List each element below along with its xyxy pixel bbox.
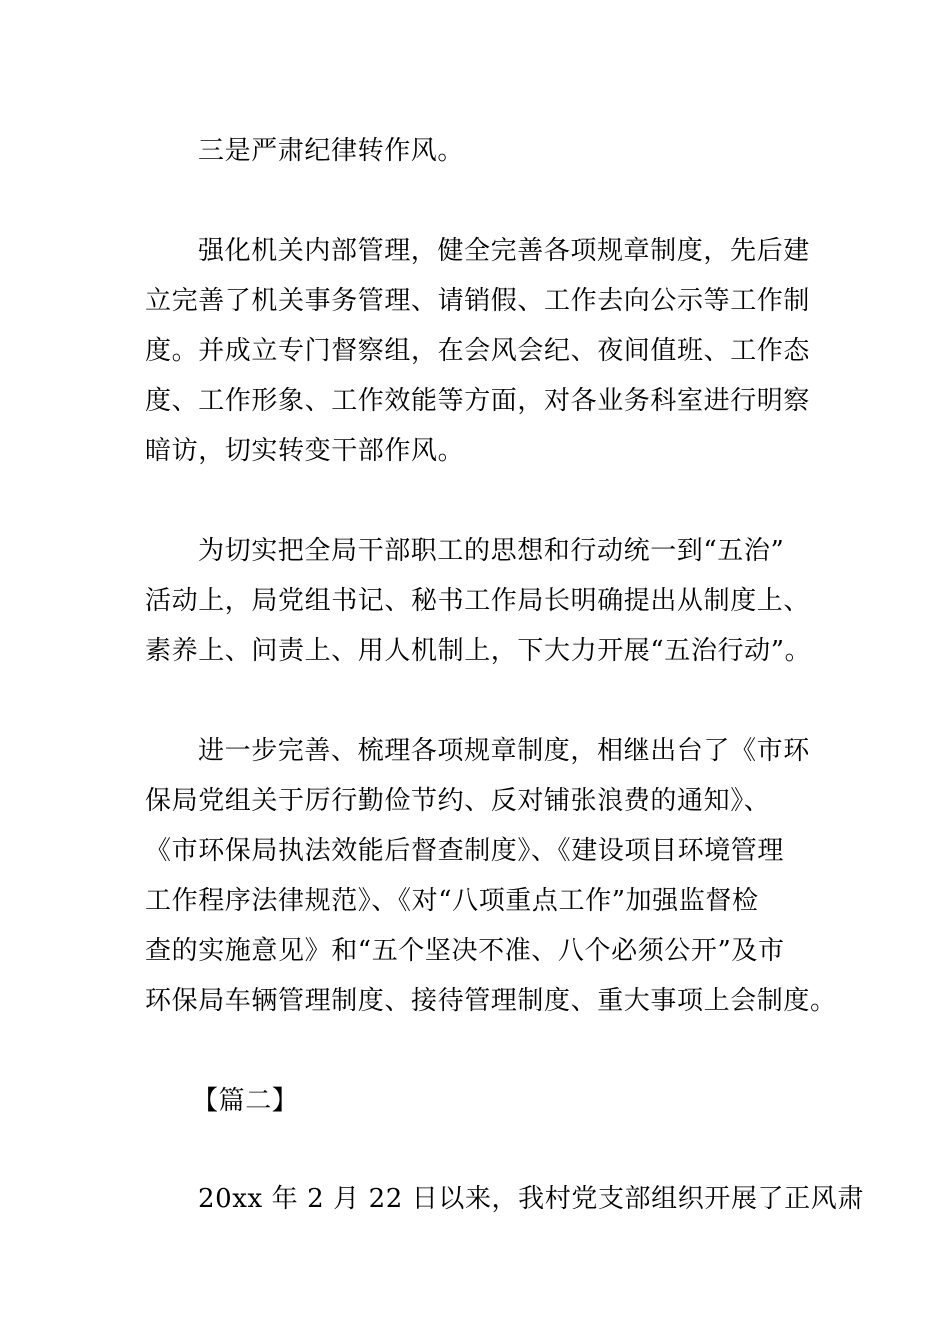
paragraph-line: 素养上、问责上、用人机制上，下大力开展“五治行动”。 <box>145 636 812 666</box>
section-heading: 【篇二】 <box>192 1086 299 1116</box>
paragraph-line: 度。并成立专门督察组，在会风会纪、夜间值班、工作态 <box>145 336 811 366</box>
paragraph-line: 《市环保局执法效能后督查制度》、《建设项目环境管理 <box>145 836 785 866</box>
paragraph-line: 三是严肃纪律转作风。 <box>198 136 465 166</box>
paragraph-line: 立完善了机关事务管理、请销假、工作去向公示等工作制 <box>145 286 811 316</box>
paragraph-line: 查的实施意见》和“五个坚决不准、八个必须公开”及市 <box>145 936 785 966</box>
paragraph-line: 为切实把全局干部职工的思想和行动统一到“五治” <box>198 536 785 566</box>
paragraph-line: 度、工作形象、工作效能等方面，对各业务科室进行明察 <box>145 386 811 416</box>
paragraph-line: 环保局车辆管理制度、接待管理制度、重大事项上会制度。 <box>145 986 837 1016</box>
paragraph-line: 强化机关内部管理，健全完善各项规章制度，先后建 <box>198 236 810 266</box>
paragraph-line: 进一步完善、梳理各项规章制度，相继出台了《市环 <box>198 736 810 766</box>
paragraph-line: 活动上，局党组书记、秘书工作局长明确提出从制度上、 <box>145 586 811 616</box>
paragraph-line: 20xx 年 2 月 22 日以来，我村党支部组织开展了正风肃 <box>198 1184 864 1214</box>
paragraph-line: 保局党组关于厉行勤俭节约、反对铺张浪费的通知》、 <box>145 786 771 816</box>
paragraph-line: 工作程序法律规范》、《对“八项重点工作”加强监督检 <box>145 886 759 916</box>
paragraph-line: 暗访，切实转变干部作风。 <box>145 436 465 466</box>
